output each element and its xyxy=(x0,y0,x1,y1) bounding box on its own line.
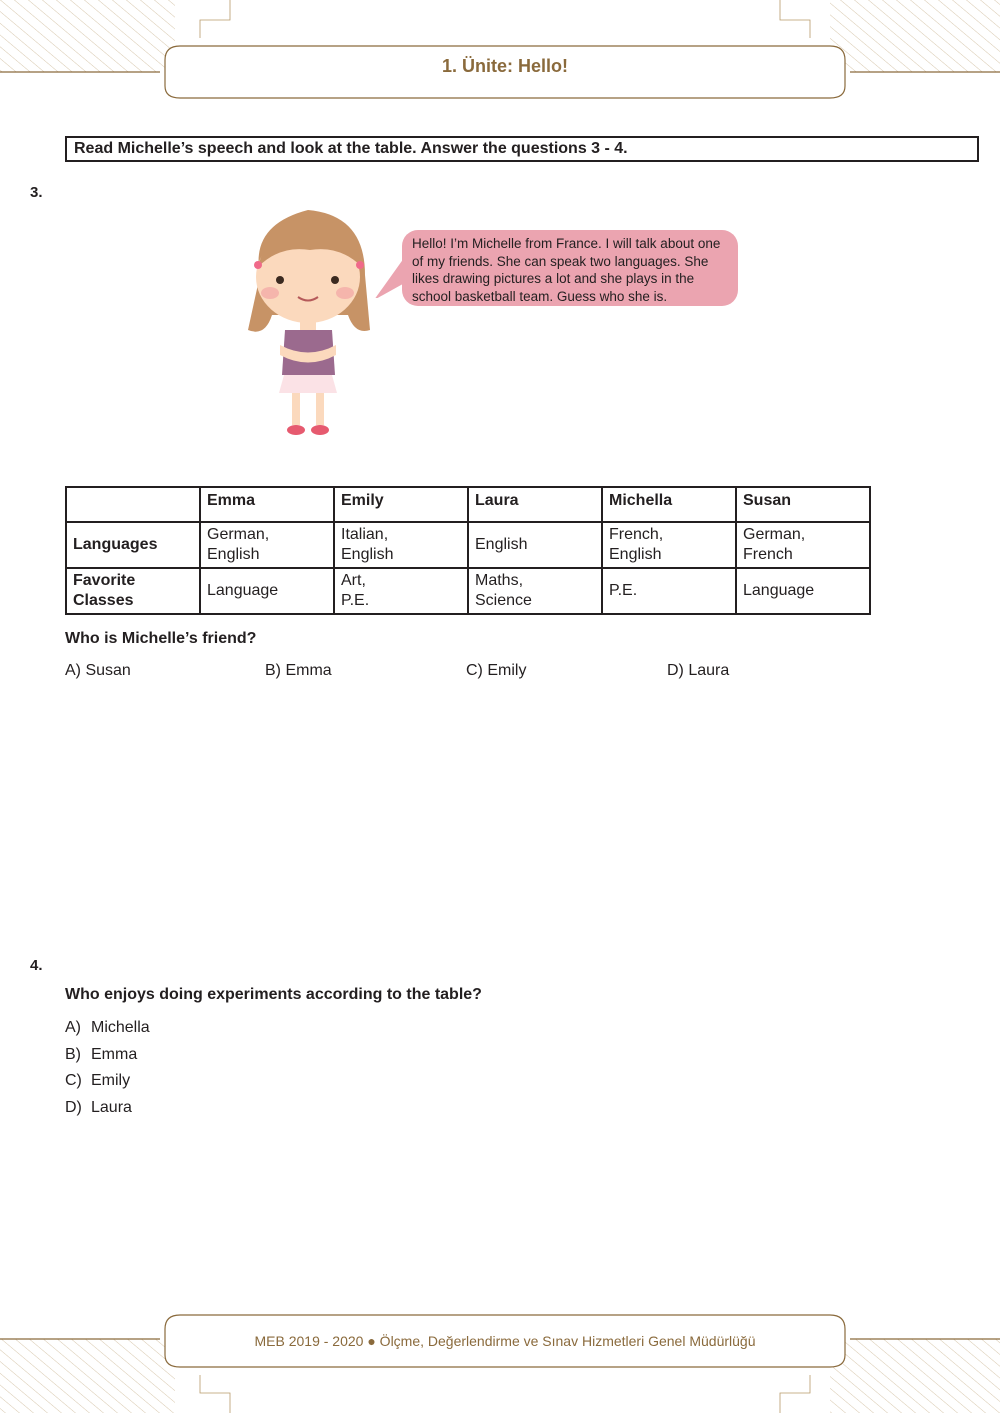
table-cell: Maths, Science xyxy=(468,568,602,614)
table-header-cell: Emma xyxy=(200,487,334,522)
table-cell: German, French xyxy=(736,522,870,568)
question-3-text: Who is Michelle’s friend? xyxy=(65,630,257,647)
table-cell: French, English xyxy=(602,522,736,568)
speech-bubble: Hello! I’m Michelle from France. I will talk about one of my friends. She can speak two languages. She likes drawing pictures a lot and she plays in the school basketball team. Guess who she is. xyxy=(402,230,738,306)
table-cell: P.E. xyxy=(602,568,736,614)
option-b[interactable]: B) Emma xyxy=(65,1045,138,1063)
question-4-number: 4. xyxy=(30,957,43,974)
table-header-cell: Emily xyxy=(334,487,468,522)
table-header-cell xyxy=(66,487,200,522)
question-3-number: 3. xyxy=(30,184,43,201)
friends-table xyxy=(65,486,871,615)
table-row-favorite-classes xyxy=(66,568,870,614)
table-header-cell: Laura xyxy=(468,487,602,522)
option-c[interactable]: C) Emily xyxy=(65,1072,131,1090)
table-cell: Art, P.E. xyxy=(334,568,468,614)
option-c[interactable]: C) Emily xyxy=(466,662,527,679)
table-cell: English xyxy=(468,522,602,568)
girl-illustration xyxy=(240,205,380,445)
option-a[interactable]: A) Michella xyxy=(65,1019,150,1036)
option-d[interactable]: D) Laura xyxy=(65,1099,132,1117)
question-4-text: Who enjoys doing experiments according to the table? xyxy=(65,986,482,1003)
table-row-languages xyxy=(66,522,870,568)
table-cell: German, English xyxy=(200,522,334,568)
table-header-cell: Michella xyxy=(602,487,736,522)
header-frame xyxy=(0,0,1000,110)
table-cell: Italian, English xyxy=(334,522,468,568)
table-header-row xyxy=(66,487,870,522)
option-a[interactable]: A) Susan xyxy=(65,662,131,679)
row-label: Languages xyxy=(66,522,200,568)
footer-frame xyxy=(0,1303,1000,1413)
table-cell: Language xyxy=(736,568,870,614)
option-d[interactable]: D) Laura xyxy=(667,662,730,679)
row-label: Favorite Classes xyxy=(66,568,200,614)
instruction-box: Read Michelle’s speech and look at the table. Answer the questions 3 - 4. xyxy=(65,136,979,162)
footer-text: MEB 2019 - 2020 ● Ölçme, Değerlendirme ve Sınav Hizmetleri Genel Müdürlüğü xyxy=(254,1333,756,1349)
table-cell: Language xyxy=(200,568,334,614)
table-header-cell: Susan xyxy=(736,487,870,522)
option-b[interactable]: B) Emma xyxy=(265,662,332,679)
question-4-options xyxy=(65,1018,150,1125)
page-title: 1. Ünite: Hello! xyxy=(441,56,568,76)
